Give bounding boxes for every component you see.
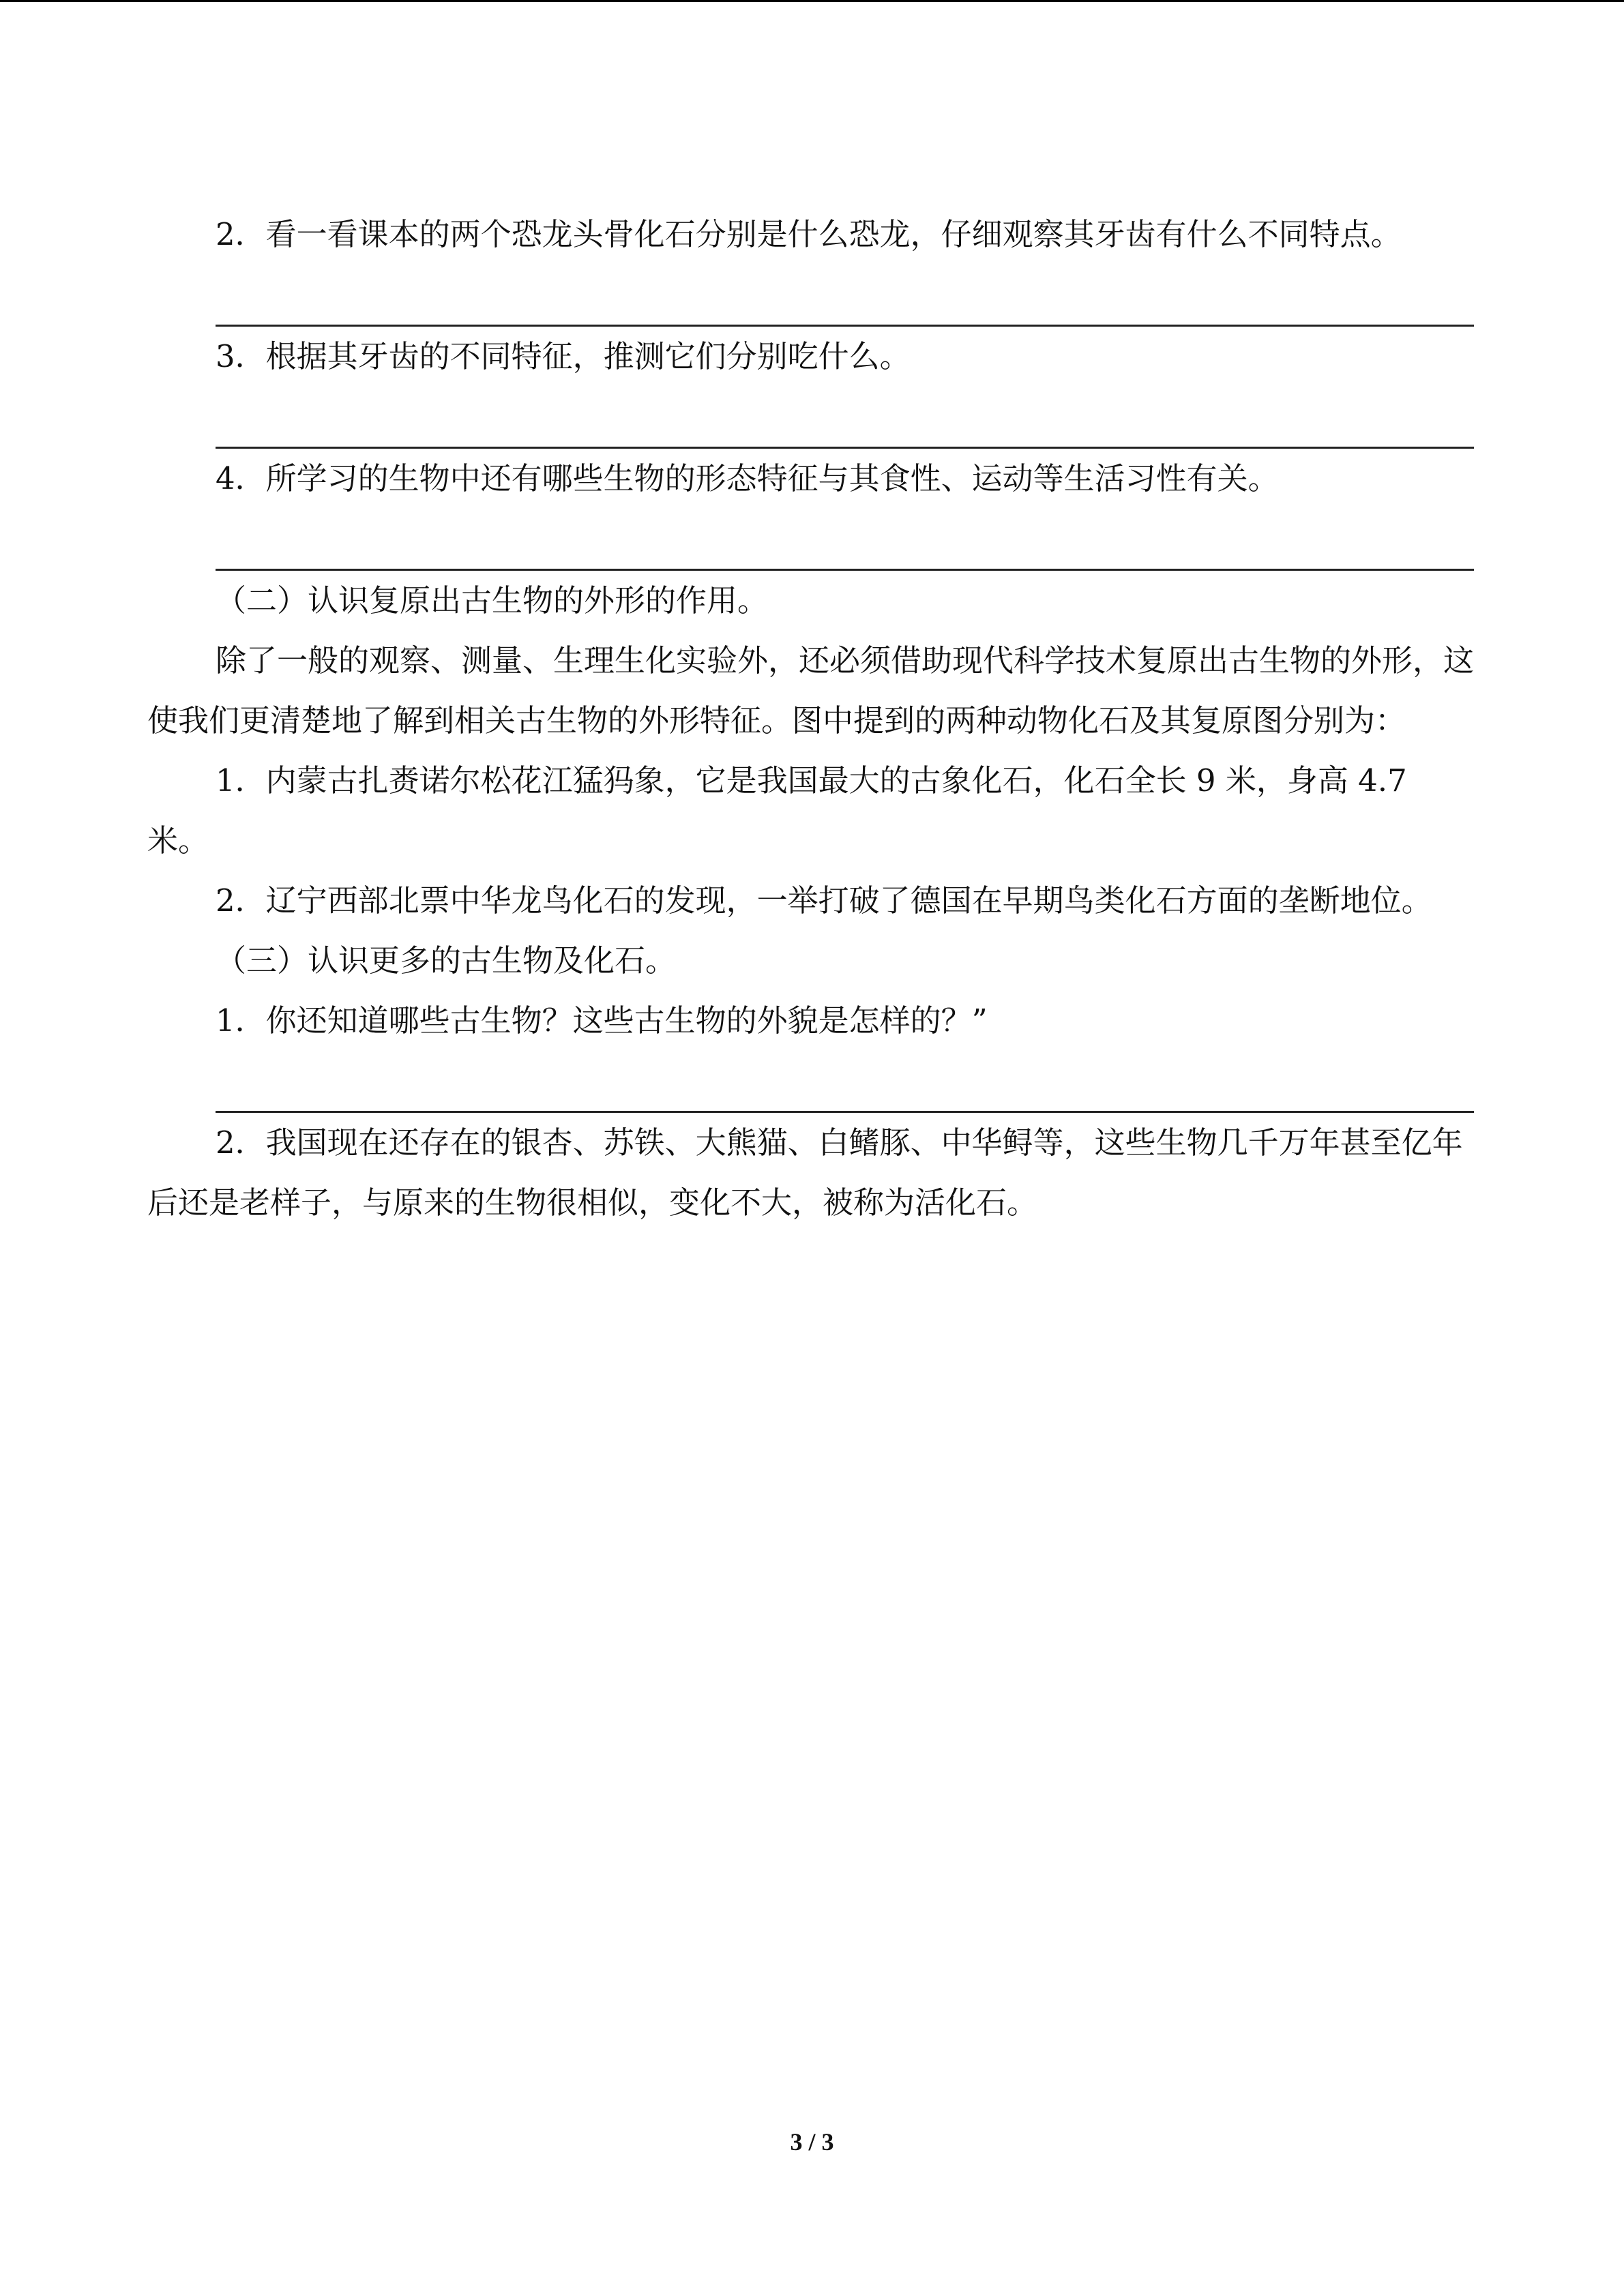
- document-body: [147, 205, 1474, 1233]
- question-4: 4．所学习的生物中还有哪些生物的形态特征与其食性、运动等生活习性有关。: [216, 460, 1279, 496]
- answer-line-q3[interactable]: [216, 387, 1474, 449]
- section-3-question-1: 1．你还知道哪些古生物？这些古生物的外貌是怎样的？”: [216, 1002, 988, 1039]
- section-2-intro: 除了一般的观察、测量、生理生化实验外，还必须借助现代科学技术复原出古生物的外形，这使我们更清楚地了解到相关古生物的外形特征。图中提到的两种动物化石及其复原图分别为：: [147, 642, 1475, 739]
- answer-line-s3q1[interactable]: [216, 1051, 1474, 1113]
- section-2-heading: （二）认识复原出古生物的外形的作用。: [216, 582, 769, 618]
- section-3-item-2: 2．我国现在还存在的银杏、苏铁、大熊猫、白鳍豚、中华鲟等，这些生物几千万年甚至亿年后还是老样子，与原来的生物很相似，变化不大，被称为活化石。: [147, 1124, 1463, 1221]
- top-border-line: [0, 0, 1624, 2]
- answer-line-q4[interactable]: [216, 509, 1474, 571]
- answer-line-q2[interactable]: [216, 265, 1474, 327]
- section-3-heading: （三）认识更多的古生物及化石。: [216, 942, 677, 979]
- question-2: 2．看一看课本的两个恐龙头骨化石分别是什么恐龙，仔细观察其牙齿有什么不同特点。: [216, 216, 1402, 252]
- section-2-item-2: 2．辽宁西部北票中华龙鸟化石的发现，一举打破了德国在早期鸟类化石方面的垄断地位。: [216, 882, 1432, 919]
- question-3: 3．根据其牙齿的不同特征，推测它们分别吃什么。: [216, 338, 911, 374]
- page-number: 3 / 3: [790, 2128, 834, 2156]
- section-2-item-1: 1．内蒙古扎赉诺尔松花江猛犸象，它是我国最大的古象化石，化石全长 9 米，身高 4.7 米。: [147, 762, 1407, 859]
